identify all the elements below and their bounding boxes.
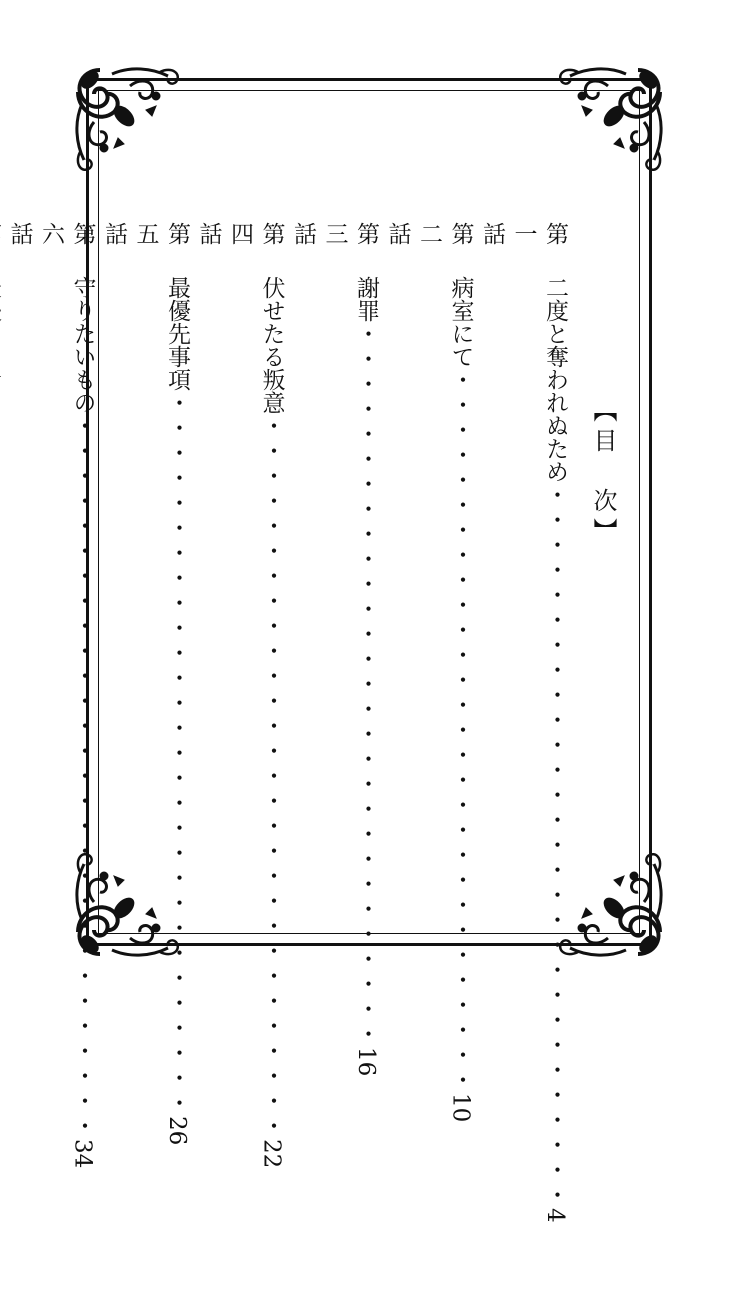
page-number: 4	[542, 1208, 568, 1223]
toc-entry[interactable]	[476, 222, 571, 1223]
dot-leader	[0, 391, 3, 1116]
toc-heading: 【目 次】	[589, 398, 617, 548]
chapter-title: 謝罪	[353, 276, 379, 322]
page-number: 10	[447, 1093, 474, 1123]
chapter-title: 最優先事項	[164, 276, 190, 391]
chapter-title	[0, 276, 3, 391]
chapter-number: 第一話	[479, 222, 568, 246]
floral-ornament-top-left-icon	[60, 52, 210, 202]
dot-leader: ・・・・・・・・・・・・・・・・・・・・・・・・・・・・・	[164, 391, 190, 1116]
toc-entry[interactable]	[0, 222, 3, 822]
table-of-contents	[6, 222, 570, 1223]
page-number	[0, 1116, 3, 1126]
chapter-number	[0, 222, 3, 246]
chapter-number: 第四話	[195, 222, 285, 246]
toc-entry[interactable]	[381, 222, 476, 1123]
dot-leader: ・・・・・・・・・・・・・・・・・・・・・・・・・・・・・	[353, 322, 379, 1047]
page-number: 22	[258, 1139, 285, 1169]
page-number: 16	[353, 1047, 379, 1077]
floral-ornament-top-right-icon	[528, 52, 678, 202]
chapter-number: 第五話	[101, 222, 190, 246]
page-number: 26	[164, 1116, 190, 1146]
dot-leader: ・・・・・・・・・・・・・・・・・・・・・・・・・・・・・	[69, 414, 96, 1139]
dot-leader: ・・・・・・・・・・・・・・・・・・・・・・・・・・・・・	[258, 414, 285, 1139]
toc-entry[interactable]	[3, 222, 98, 1169]
dot-leader: ・・・・・・・・・・・・・・・・・・・・・・・・・・・・・	[447, 368, 474, 1093]
chapter-number: 第六話	[6, 222, 96, 246]
toc-entry[interactable]	[98, 222, 193, 1146]
chapter-title: 伏せたる叛意	[258, 276, 285, 414]
chapter-title: 守りたいもの	[69, 276, 96, 414]
chapter-number: 第三話	[290, 222, 379, 246]
chapter-number: 第二話	[384, 222, 474, 246]
chapter-title: 病室にて	[447, 276, 474, 368]
page-number: 34	[69, 1139, 96, 1169]
chapter-title: 二度と奪われぬため	[542, 276, 568, 483]
toc-entry[interactable]	[287, 222, 382, 1077]
dot-leader: ・・・・・・・・・・・・・・・・・・・・・・・・・・・・・	[542, 483, 568, 1208]
toc-entry[interactable]	[192, 222, 287, 1169]
